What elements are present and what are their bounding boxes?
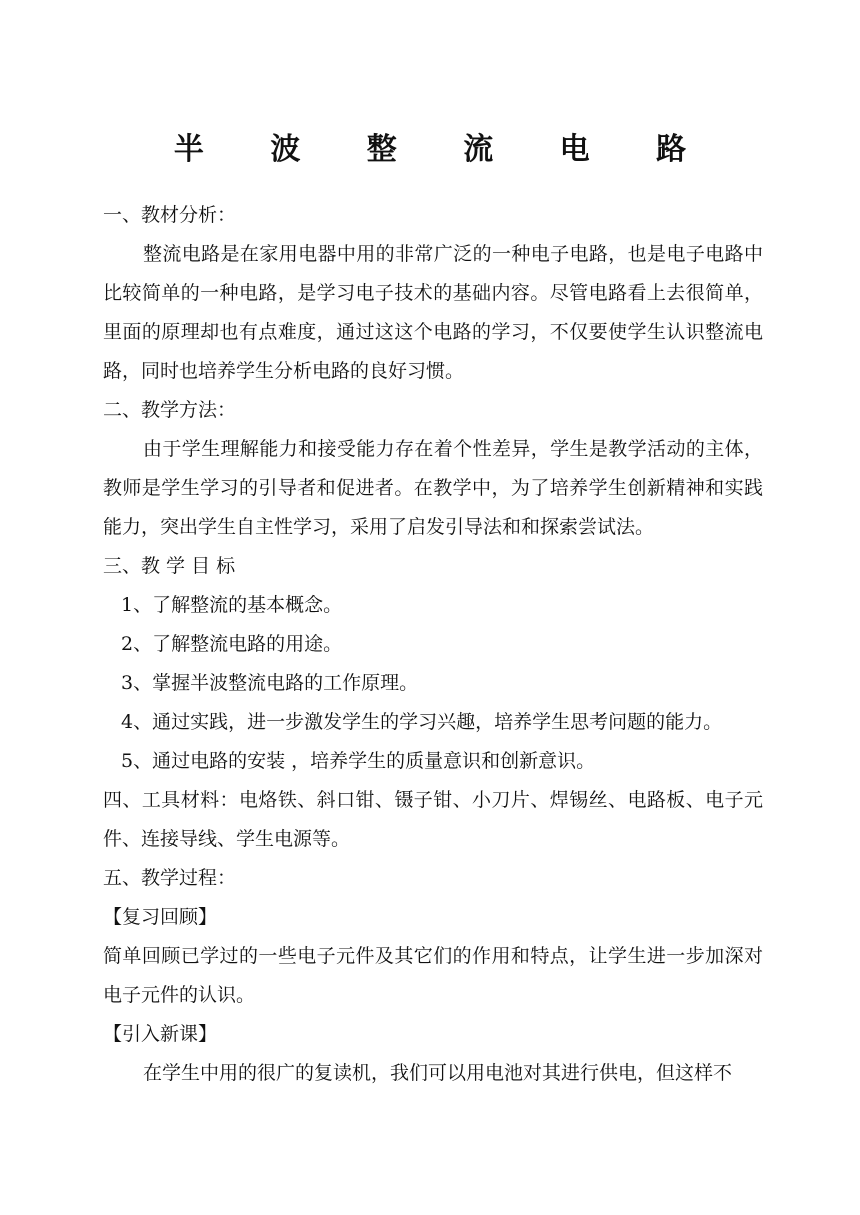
paragraph-intro: 在学生中用的很广的复读机，我们可以用电池对其进行供电，但这样不 bbox=[143, 1062, 733, 1084]
goal-item: 5、通过电路的安装 ，培养学生的质量意识和创新意识。 bbox=[121, 750, 596, 772]
section-heading-teaching-goals: 三、教 学 目 标 bbox=[103, 555, 236, 577]
goal-item: 4、通过实践，进一步激发学生的学习兴趣，培养学生思考问题的能力。 bbox=[121, 711, 723, 733]
goal-item: 2、了解整流电路的用途。 bbox=[121, 633, 343, 655]
subheading-intro: 【引入新课】 bbox=[103, 1023, 218, 1045]
section-heading-textbook-analysis: 一、教材分析： bbox=[103, 204, 237, 226]
section-tools-materials: 四、工具材料：电烙铁、斜口钳、镊子钳、小刀片、焊锡丝、电路板、电子元件、连接导线、学生电源等。 bbox=[103, 789, 763, 850]
subheading-review: 【复习回顾】 bbox=[103, 906, 218, 928]
document-body bbox=[103, 196, 763, 1093]
paragraph-textbook-analysis: 整流电路是在家用电器中用的非常广泛的一种电子电路，也是电子电路中比较简单的一种电路，是学习电子技术的基础内容。尽管电路看上去很简单，里面的原理却也有点难度，通过这这个电路的学习，不仅要使学生认识整流电路，同时也培养学生分析电路的良好习惯。 bbox=[103, 243, 763, 382]
paragraph-teaching-method: 由于学生理解能力和接受能力存在着个性差异，学生是教学活动的主体，教师是学生学习的引导者和促进者。在教学中，为了培养学生创新精神和实践能力，突出学生自主性学习，采用了启发引导法和和探索尝试法。 bbox=[103, 438, 763, 538]
goal-item: 3、掌握半波整流电路的工作原理。 bbox=[121, 672, 419, 694]
section-heading-teaching-method: 二、教学方法： bbox=[103, 399, 237, 421]
goal-item: 1、了解整流的基本概念。 bbox=[121, 594, 343, 616]
paragraph-review: 简单回顾已学过的一些电子元件及其它们的作用和特点，让学生进一步加深对电子元件的认识。 bbox=[103, 945, 763, 1006]
document-title: 半 波 整 流 电 路 bbox=[173, 132, 715, 167]
section-heading-teaching-process: 五、教学过程： bbox=[103, 867, 237, 889]
